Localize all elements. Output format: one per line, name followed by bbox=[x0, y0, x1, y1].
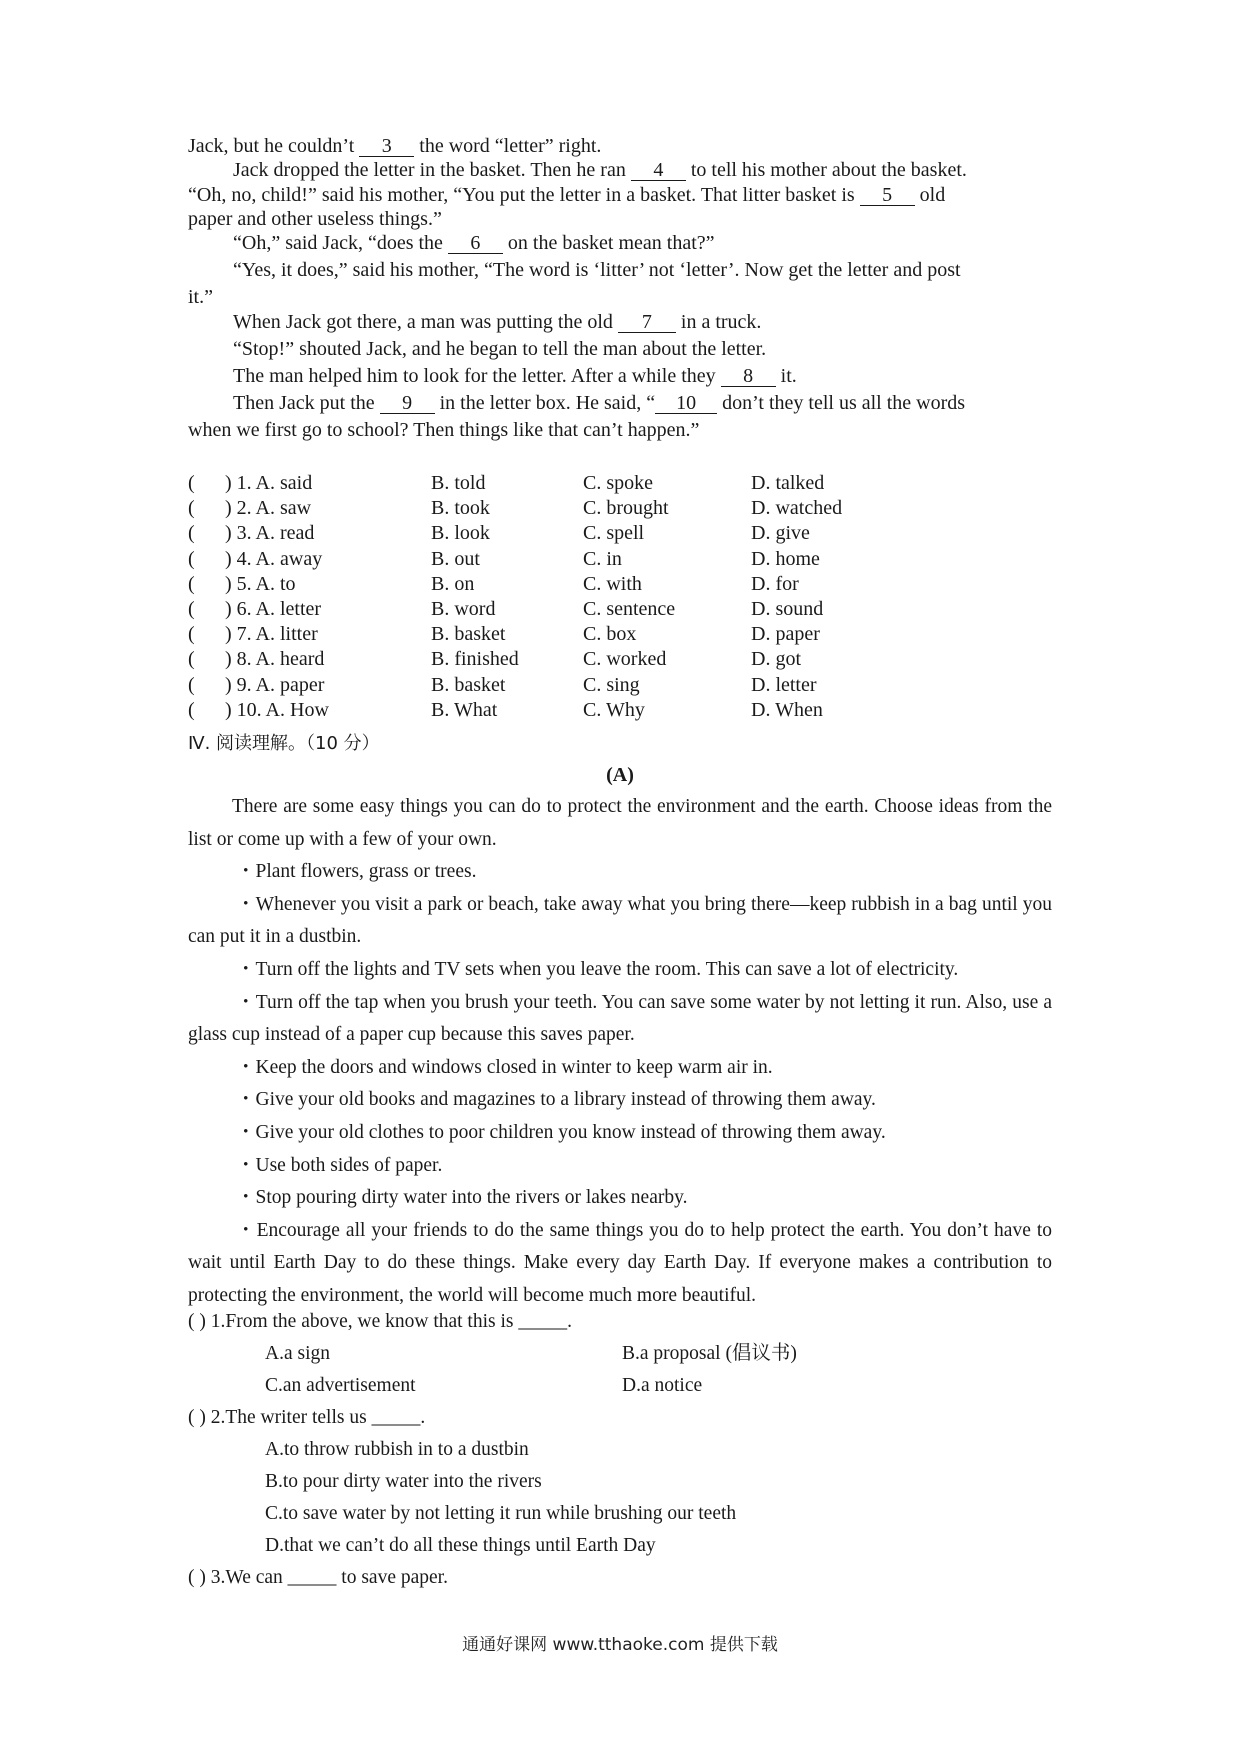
question-1-option-c: C.an advertisement bbox=[265, 1375, 416, 1396]
option-row: ( ) 3. A. read B. look C. spell D. give bbox=[188, 522, 810, 545]
blank-8: 8 bbox=[721, 366, 776, 387]
blank-7: 7 bbox=[618, 312, 676, 333]
cloze-line-6: “Yes, it does,” said his mother, “The word is ‘litter’ not ‘letter’. Now get the letter and post bbox=[233, 259, 961, 281]
blank-9: 9 bbox=[380, 393, 435, 414]
list-item: ・Give your old books and magazines to a library instead of throwing them away. bbox=[236, 1089, 876, 1111]
cloze-line-12: when we first go to school? Then things like that can’t happen.” bbox=[188, 419, 700, 441]
cloze-line-11: Then Jack put the 9 in the letter box. He said, “ 10 don’t they tell us all the words bbox=[233, 392, 966, 414]
option-row: ( ) 10. A. How B. What C. Why D. When bbox=[188, 698, 823, 721]
list-item: ・Turn off the lights and TV sets when you leave the room. This can save a lot of electricity. bbox=[236, 958, 959, 980]
blank-3: 3 bbox=[359, 136, 414, 157]
passage-label: (A) bbox=[606, 764, 634, 786]
question-1-option-d: D.a notice bbox=[622, 1375, 703, 1396]
option-row: ( ) 7. A. litter B. basket C. box D. paper bbox=[188, 623, 820, 646]
cloze-options bbox=[188, 471, 1068, 723]
passage-intro: There are some easy things you can do to protect the environment and the earth. Choose ideas from the list or come up with a few of your own. bbox=[188, 796, 1052, 850]
footer-credit: 通通好课网 www.tthaoke.com 提供下载 bbox=[462, 1635, 778, 1655]
option-row: ( ) 8. A. heard B. finished C. worked D. got bbox=[188, 648, 801, 671]
list-item: ・Whenever you visit a park or beach, take away what you bring there—keep rubbish in a bag until you can put it in a dustbin. bbox=[188, 893, 1052, 948]
section-heading: Ⅳ. 阅读理解。（10 分） bbox=[188, 733, 380, 754]
option-row: ( ) 9. A. paper B. basket C. sing D. letter bbox=[188, 673, 817, 696]
question-2-stem: ( ) 2.The writer tells us _____. bbox=[188, 1407, 426, 1428]
cloze-line-1: Jack, but he couldn’t 3 the word “letter” right. bbox=[188, 135, 602, 157]
blank-6: 6 bbox=[448, 233, 503, 254]
cloze-line-8: When Jack got there, a man was putting the old 7 in a truck. bbox=[233, 311, 762, 333]
cloze-line-9: “Stop!” shouted Jack, and he began to tell the man about the letter. bbox=[233, 338, 767, 360]
cloze-line-10: The man helped him to look for the letter. After a while they 8 it. bbox=[233, 365, 797, 387]
blank-5: 5 bbox=[860, 185, 915, 206]
blank-4: 4 bbox=[631, 160, 686, 181]
option-row: ( ) 4. A. away B. out C. in D. home bbox=[188, 547, 820, 570]
list-item: ・Plant flowers, grass or trees. bbox=[236, 861, 477, 883]
cloze-line-7: it.” bbox=[188, 286, 213, 308]
list-item: ・Give your old clothes to poor children you know instead of throwing them away. bbox=[236, 1121, 886, 1143]
option-row: ( ) 6. A. letter B. word C. sentence D. sound bbox=[188, 597, 824, 620]
option-row: ( ) 5. A. to B. on C. with D. for bbox=[188, 572, 799, 595]
list-item: ・Use both sides of paper. bbox=[236, 1154, 443, 1176]
list-item: ・Encourage all your friends to do the same things you do to help protect the earth. You don’t have to wait until Earth Day to do these things. Make every day Earth Day. If everyone makes a contribution to protecting the environment, the world will become much more beautiful. bbox=[188, 1219, 1052, 1306]
option-row: ( ) 2. A. saw B. took C. brought D. watched bbox=[188, 497, 843, 520]
question-2-option-b: B.to pour dirty water into the rivers bbox=[265, 1471, 542, 1492]
cloze-line-5: “Oh,” said Jack, “does the 6 on the basket mean that?” bbox=[233, 232, 715, 254]
blank-10: 10 bbox=[655, 393, 717, 414]
question-2-option-d: D.that we can’t do all these things until Earth Day bbox=[265, 1535, 656, 1556]
reading-passage bbox=[188, 791, 1052, 1313]
list-item: ・Stop pouring dirty water into the rivers or lakes nearby. bbox=[236, 1187, 688, 1209]
question-2-option-a: A.to throw rubbish in to a dustbin bbox=[265, 1439, 529, 1460]
option-row: ( ) 1. A. said B. told C. spoke D. talked bbox=[188, 472, 825, 494]
list-item: ・Keep the doors and windows closed in winter to keep warm air in. bbox=[236, 1056, 773, 1078]
cloze-line-2: Jack dropped the letter in the basket. Then he ran 4 to tell his mother about the basket. bbox=[233, 159, 967, 181]
question-1-stem: ( ) 1.From the above, we know that this is _____. bbox=[188, 1311, 572, 1332]
question-1-option-b: B.a proposal (倡议书) bbox=[622, 1343, 797, 1364]
question-3-stem: ( ) 3.We can _____ to save paper. bbox=[188, 1567, 448, 1588]
cloze-line-4: paper and other useless things.” bbox=[188, 208, 442, 230]
question-1-option-a: A.a sign bbox=[265, 1343, 330, 1364]
list-item: ・Turn off the tap when you brush your teeth. You can save some water by not letting it run. Also, use a glass cup instead of a paper cup because this saves paper. bbox=[188, 991, 1052, 1046]
question-2-option-c: C.to save water by not letting it run while brushing our teeth bbox=[265, 1503, 737, 1524]
cloze-line-3: “Oh, no, child!” said his mother, “You put the letter in a basket. That litter basket is 5 old bbox=[188, 184, 946, 206]
